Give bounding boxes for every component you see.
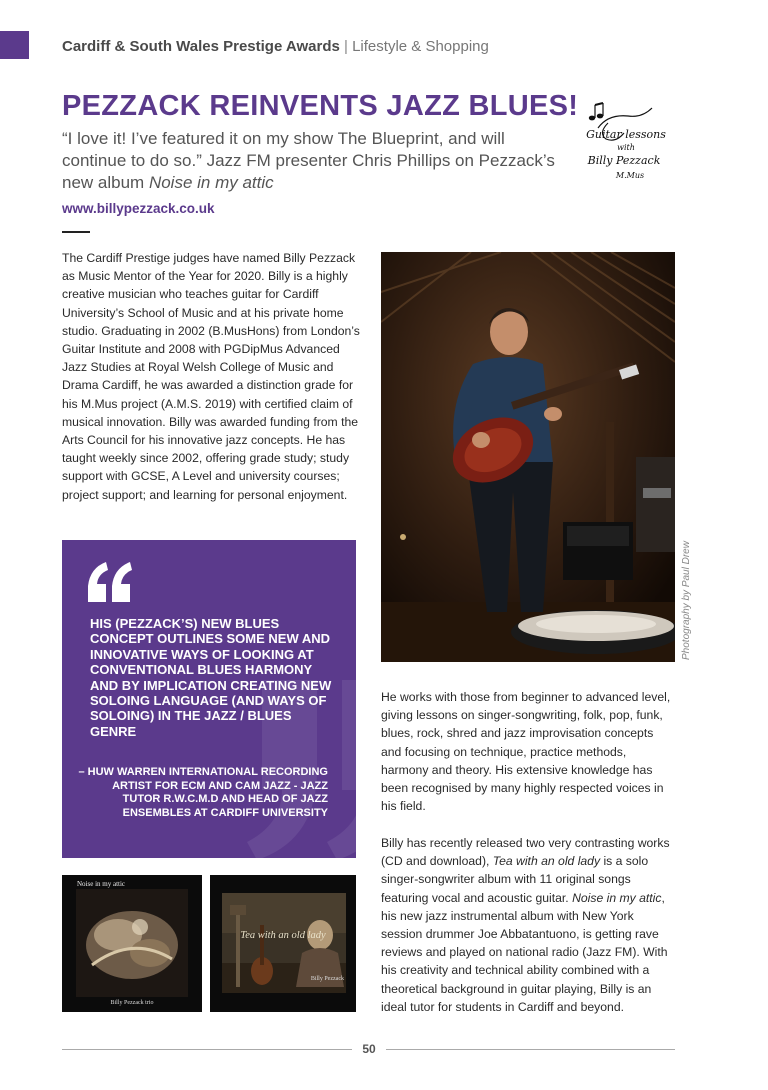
album-cover-tea-with-an-old-lady	[210, 875, 356, 1012]
pull-quote-text: HIS (PEZZACK’S) NEW BLUES CONCEPT OUTLINES SOME NEW AND INNOVATIVE WAYS OF LOOKING AT CONVENTIONAL BLUES HARMONY AND BY IMPLICATION CREATING NEW SOLOING LANGUAGE (AND WAYS OF SOLOING) IN THE JAZZ / BLUES GENRE	[90, 616, 332, 739]
standfirst-quote	[62, 128, 572, 194]
body-paragraph-1: The Cardiff Prestige judges have named Billy Pezzack as Music Mentor of the Year for 2020. Billy is a highly creative musician who teaches guitar for Cardiff University’s School of Music and at his private home studio. Graduating in 2002 (B.MusHons) from London’s Guitar Institute and 2008 with PGDipMus Advanced Jazz Studies at Royal Welsh College of Music and Drama Cardiff, he was awarded a distinction grade for his M.Mus project (A.M.S. 2019) with certified claim of musical innovation. Billy was awarded funding from the Arts Council for his innovative jazz concepts. He has taught weekly since 2002, offering grade study; study support with GCSE, A Level and university courses; project support; and learning for personal enjoyment.	[62, 251, 360, 502]
logo-line-1: Guitar lessons	[586, 128, 666, 141]
album-title: Noise in my attic	[77, 880, 126, 888]
footer-rule-right	[386, 1049, 675, 1050]
pull-quote-attribution: – HUW WARREN INTERNATIONAL RECORDING ARTIST FOR ECM AND CAM JAZZ - JAZZ TUTOR R.W.C.M.D AND HEAD OF JAZZ ENSEMBLES AT CARDIFF UNIVERSITY	[78, 766, 328, 819]
publication-name: Cardiff & South Wales Prestige Awards	[62, 38, 340, 55]
logo-line-2: with	[617, 143, 635, 152]
photo-credit: Photography by Paul Drew	[681, 541, 692, 660]
page-header	[62, 38, 489, 55]
logo-line-3: Billy Pezzack	[587, 154, 661, 167]
album-title-tea: Tea with an old lady	[492, 854, 601, 869]
performer-photo	[381, 252, 675, 662]
logo-line-4: M.Mus	[615, 171, 645, 180]
section-name: Lifestyle & Shopping	[352, 38, 489, 55]
opening-quote-icon	[88, 562, 132, 602]
body-text: , his new jazz instrumental album with New York session drummer Joe Abbatantuono, is getting rave reviews and played on national radio (Jazz FM). With his creativity and technical ability combined with a theoretical background in guitar playing, Billy is an ideal tutor for students in Cardiff and beyond.	[381, 890, 668, 1014]
album-cover-noise-in-my-attic	[62, 875, 202, 1012]
short-divider	[62, 231, 90, 233]
article-headline: PEZZACK REINVENTS JAZZ BLUES!	[62, 90, 579, 122]
guitar-lessons-logo	[578, 98, 670, 188]
standfirst-album-title: Noise in my attic	[148, 173, 274, 192]
album-artist: Billy Pezzack trio	[110, 1000, 154, 1006]
website-link[interactable]: www.billypezzack.co.uk	[62, 201, 215, 216]
pull-quote-box	[62, 540, 356, 858]
body-text: is a solo singer-songwriter album with 11 original songs featuring vocal and acoustic guitar.	[381, 854, 649, 905]
body-paragraph-2: He works with those from beginner to advanced level, giving lessons on singer-songwriting, folk, pop, funk, blues, rock, shred and jazz improvisation concepts and focusing on technique, practice methods, harmony and theory. His extensive knowledge has been recognised by many highly respected voices in his field.	[381, 690, 671, 814]
footer-rule-left	[62, 1049, 352, 1050]
album-title: Tea with an old lady	[240, 930, 326, 941]
body-text: Billy has recently released two very contrasting works (CD and download),	[381, 836, 670, 869]
album-artist: Billy Pezzack	[310, 976, 344, 982]
album-title-noise: Noise in my attic	[572, 890, 662, 905]
body-paragraph-3	[381, 834, 675, 1016]
standfirst-text: “I love it! I’ve featured it on my show The Blueprint, and will continue to do so.” Jazz FM presenter Chris Phillips on Pezzack’s new album	[62, 129, 555, 192]
section-tab-marker	[0, 31, 29, 59]
header-separator: |	[344, 38, 348, 55]
page-number: 50	[362, 1042, 376, 1056]
